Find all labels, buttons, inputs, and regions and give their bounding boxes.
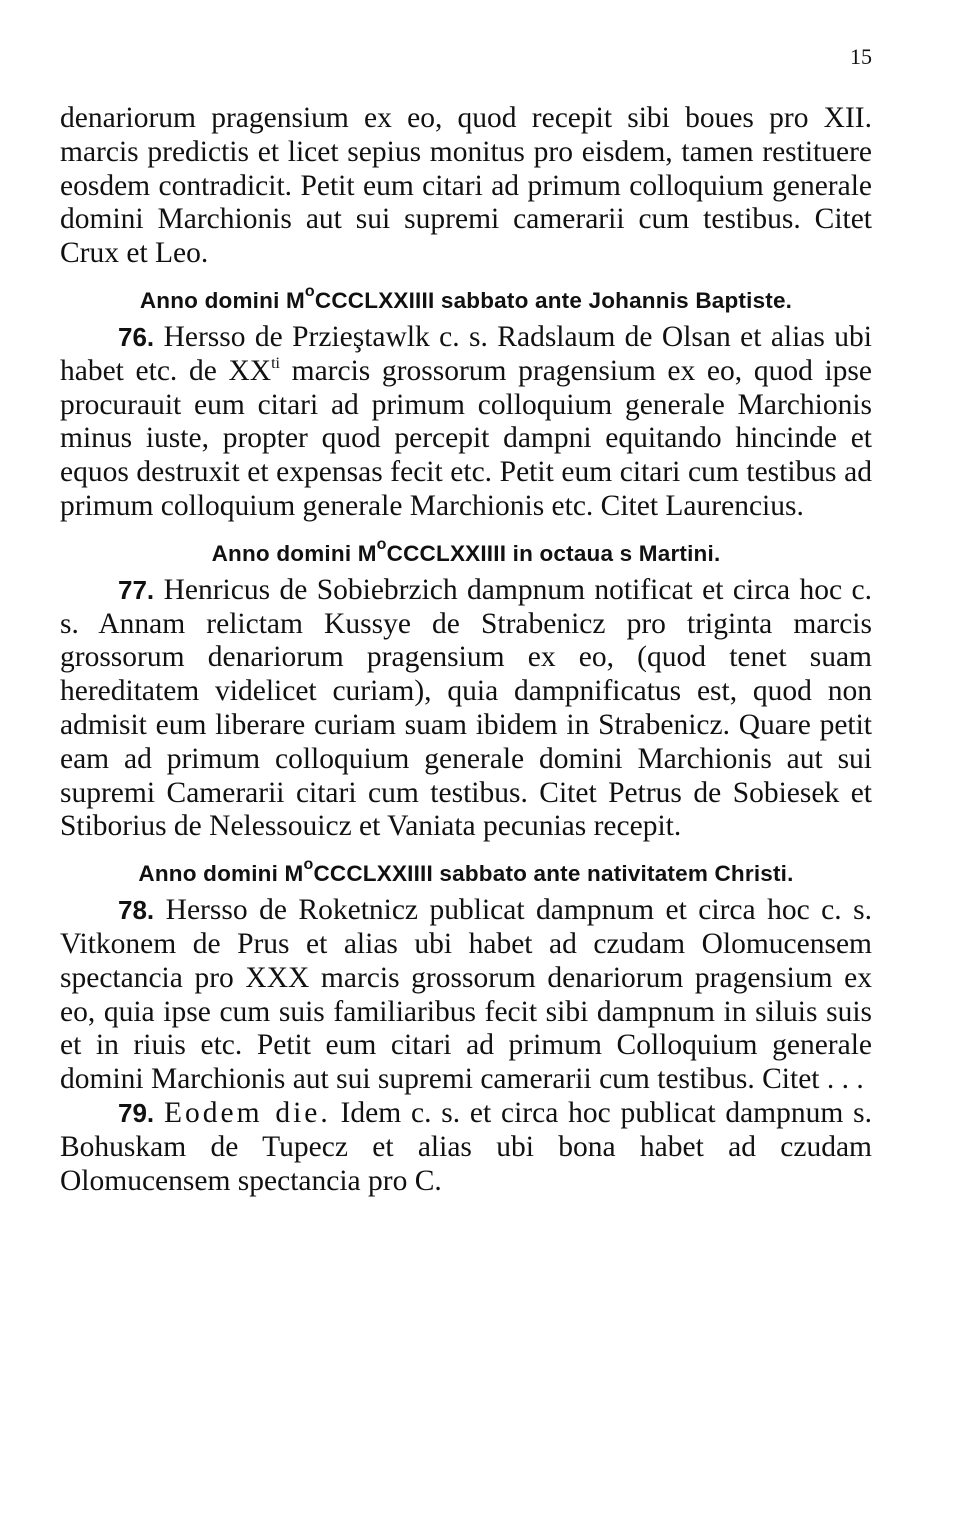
section-heading-3: Anno domini $M^oCCCLXXIIII$ sabbato ante nativitatem Christi. [138, 856, 794, 887]
page-number: 15 [850, 44, 872, 69]
entry-number: 76. [118, 321, 155, 352]
opening-paragraph: denariorum pragensium ex eo, quod recepit sibi boues pro XII. marcis predictis et licet sepius monitus pro eisdem, tamen restituere eosdem contradicit. Petit eum citari ad primum colloquium generale domini Marchionis aut sui supremi camerarii cum testibus. Citet Crux et Leo. [60, 102, 872, 270]
entry-number: 77. [118, 574, 155, 605]
section-heading-2: Anno domini $M^oCCCLXXIIII$ in octaua s Martini. [211, 535, 721, 566]
entry-76: 76. Hersso de Przieştawlk c. s. Radslaum de Olsan et alias ubi habet etc. de $XX^{ti}$ marcis grossorum pragensium ex eo, quod ipse procurauit eum citari ad primum colloquium generale Marchionis minus iuste, propter quod percepit dampni equitando hincinde et equos destruxit et expensas fecit etc. Petit eum citari cum testibus ad primum colloquium generale Marchionis etc. Citet Laurencius. [60, 320, 872, 522]
entry-79: 79. Eodem die. Idem c. s. et circa hoc publicat dampnum s. Bohuskam de Tupecz et alias ubi bona habet ad czudam Olomucensem spectancia pro C. [60, 1096, 872, 1197]
entry-number: 79. [118, 1097, 155, 1128]
entry-number: 78. [118, 895, 155, 926]
entry-77: 77. Henricus de Sobiebrzich dampnum notificat et circa hoc c. s. Annam relictam Kussye de Strabenicz pro triginta marcis grossorum denariorum pragensium ex eo, (quod tenet suam hereditatem videlicet curiam), quia dampnificatus est, quod non admisit eum liberare curiam suam ibidem in Strabenicz. Quare petit eam ad primum colloquium generale domini Marchionis aut sui supremi Camerarii citari cum testibus. Citet Petrus de Sobiesek et Stiborius de Nelessouicz et Vaniata pecunias recepit. [60, 573, 873, 843]
section-heading-1: Anno domini $M^oCCCLXXIIII$ sabbato ante Johannis Baptiste. [139, 282, 793, 313]
page-body [60, 102, 872, 1198]
entry-78: 78. Hersso de Roketnicz publicat dampnum et circa hoc c. s. Vitkonem de Prus et alias ubi habet ad czudam Olomucensem spectancia pro XXX marcis grossorum denariorum pragensium ex eo, quia ipse cum suis familiaribus fecit sibi dampnum in siluis suis et in riuis etc. Petit eum citari ad primum Colloquium generale domini Marchionis aut sui supremi camerarii cum testibus. Citet . . . [60, 894, 872, 1096]
